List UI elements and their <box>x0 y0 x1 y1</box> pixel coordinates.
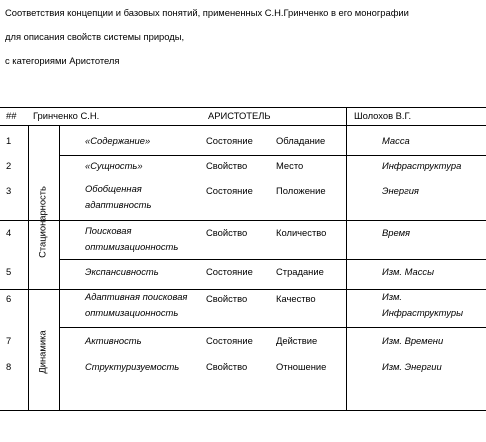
row-number: 6 <box>6 293 12 304</box>
row-divider-3 <box>60 259 486 260</box>
row-divider-4 <box>60 327 486 328</box>
aristotle-cell-2: Качество <box>276 293 316 304</box>
aristotle-cell-1: Свойство <box>206 361 248 372</box>
concept-cell: Адаптивная поисковая оптимизационность <box>85 291 188 318</box>
aristotle-cell-1: Состояние <box>206 135 253 146</box>
concept-cell: Экспансивность <box>85 266 159 277</box>
heading-line-2: для описания свойств системы природы, <box>5 31 185 42</box>
aristotle-cell-1: Состояние <box>206 266 253 277</box>
sholokhov-cell: Энергия <box>382 185 419 196</box>
concept-cell: Поисковая оптимизационность <box>85 225 179 252</box>
aristotle-cell-2: Обладание <box>276 135 326 146</box>
sholokhov-cell: Масса <box>382 135 410 146</box>
header-sholokhov: Шолохов В.Г. <box>354 110 412 121</box>
aristotle-cell-2: Действие <box>276 335 318 346</box>
header-grinchenko: Гринченко С.Н. <box>33 110 100 121</box>
aristotle-cell-2: Страдание <box>276 266 324 277</box>
row-number: 2 <box>6 160 12 171</box>
sholokhov-cell: Изм. Времени <box>382 335 444 346</box>
header-num: ## <box>6 110 17 121</box>
group-label-stationarity: Стационарность <box>36 186 48 258</box>
aristotle-cell-1: Свойство <box>206 227 248 238</box>
row-number: 4 <box>6 227 12 238</box>
sholokhov-cell: Изм. Энергии <box>382 361 442 372</box>
aristotle-cell-2: Отношение <box>276 361 327 372</box>
aristotle-cell-1: Свойство <box>206 293 248 304</box>
table-bottom-border <box>0 410 486 411</box>
aristotle-cell-2: Количество <box>276 227 327 238</box>
concept-cell: Структуризуемость <box>85 361 180 372</box>
aristotle-cell-2: Место <box>276 160 304 171</box>
concept-cell: Активность <box>85 335 142 346</box>
header-bottom-border <box>0 125 486 126</box>
concept-cell: «Сущность» <box>85 160 143 171</box>
sholokhov-cell: Время <box>382 227 411 238</box>
row-divider-1 <box>60 155 486 156</box>
aristotle-cell-1: Состояние <box>206 335 253 346</box>
header-aristotle: АРИСТОТЕЛЬ <box>208 110 271 121</box>
sholokhov-cell: Изм. Массы <box>382 266 434 277</box>
heading-line-1: Соответствия концепции и базовых понятий, примененных С.Н.Гринченко в его монографии <box>5 7 409 18</box>
aristotle-cell-1: Состояние <box>206 185 253 196</box>
row-number: 8 <box>6 361 12 372</box>
concept-cell: Обобщенная адаптивность <box>85 183 152 210</box>
sholokhov-cell: Изм. Инфраструктуры <box>382 291 464 318</box>
aristotle-cell-2: Положение <box>276 185 326 196</box>
row-number: 5 <box>6 266 12 277</box>
row-number: 7 <box>6 335 12 346</box>
col-divider-num <box>28 125 29 410</box>
sholokhov-cell: Инфраструктура <box>382 160 462 171</box>
header-top-border <box>0 107 486 108</box>
row-number: 3 <box>6 185 12 196</box>
heading-line-3: с категориями Аристотеля <box>5 55 120 66</box>
row-number: 1 <box>6 135 12 146</box>
row-divider-2 <box>0 220 486 221</box>
aristotle-cell-1: Свойство <box>206 160 248 171</box>
col-divider-group <box>59 125 60 410</box>
col-divider-aristotle <box>346 107 347 410</box>
concept-cell: «Содержание» <box>85 135 151 146</box>
group-label-dynamics: Динамика <box>36 330 48 374</box>
